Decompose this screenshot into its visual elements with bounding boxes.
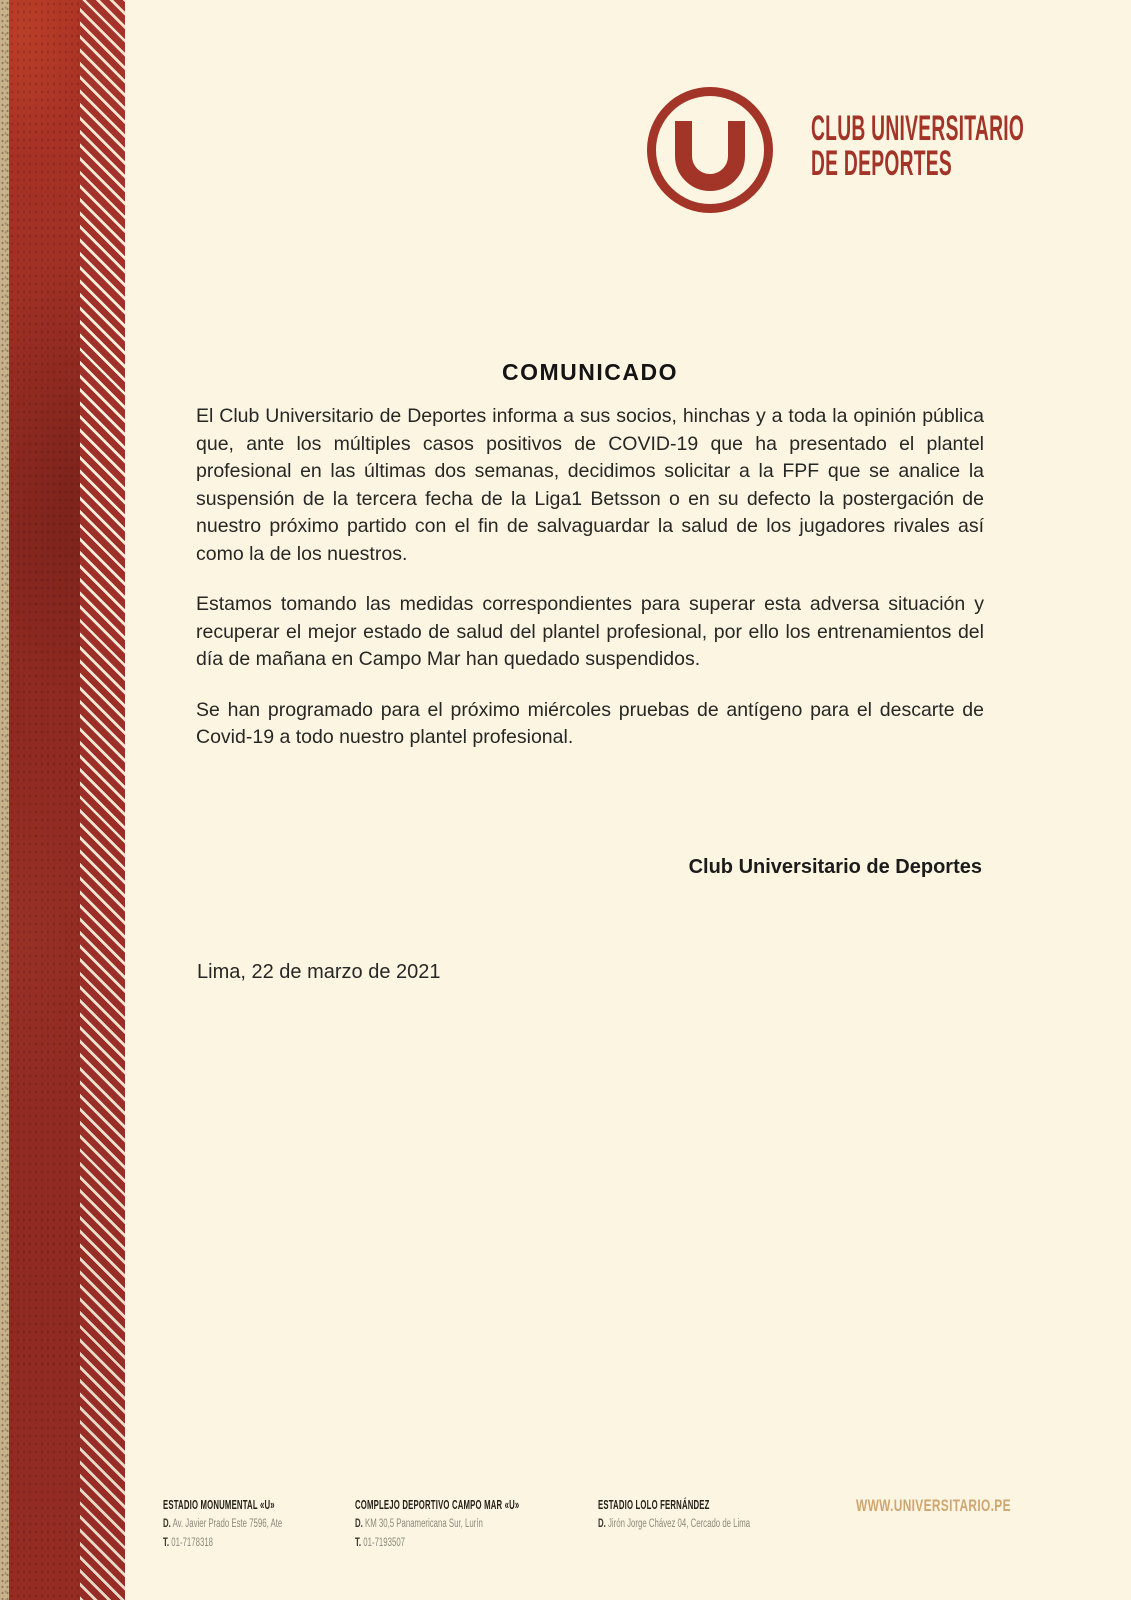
document-title: COMUNICADO [502, 359, 678, 386]
club-wordmark-line2: DE DEPORTES [811, 144, 953, 183]
diagonal-stripes-band [80, 0, 125, 1600]
location-phone [355, 1534, 535, 1553]
phone-text: 01-7193507 [363, 1537, 406, 1549]
tan-texture-strip [0, 0, 9, 1600]
dateline: Lima, 22 de marzo de 2021 [197, 961, 441, 983]
paragraph-1: El Club Universitario de Deportes informa a sus socios, hinchas y a toda la opinión pública que, ante los múltiples casos positivos de COVID-19 que ha presentado el plantel profesional en las últimas dos semanas, decidimos solicitar a la FPF que se analice la suspensión de la tercera fecha de la Liga1 Betsson o en su defecto la postergación de nuestro próximo partido con el fin de salvaguardar la salud de los jugadores rivales así como la de los nuestros. [196, 405, 984, 565]
paragraph-2: Estamos tomando las medidas correspondientes para superar esta adversa situación y recuperar el mejor estado de salud del plantel profesional, por ello los entrenamientos del día de mañana en Campo Mar han quedado suspendidos. [196, 593, 984, 670]
address-text: Jirón Jorge Chávez 04, Cercado de Lima [607, 1518, 751, 1530]
phone-text: 01-7178318 [171, 1537, 214, 1549]
footer-location-monumental [163, 1496, 343, 1553]
address-label: D. [163, 1518, 171, 1530]
phone-label: T. [163, 1537, 170, 1549]
u-crest-icon [644, 84, 776, 216]
address-label: D. [355, 1518, 363, 1530]
location-address [163, 1515, 286, 1534]
address-text: Av. Javier Prado Este 7596, Ate [172, 1518, 283, 1530]
phone-label: T. [355, 1537, 362, 1549]
address-label: D. [598, 1518, 606, 1530]
left-decorative-band [0, 0, 125, 1600]
paragraph-3: Se han programado para el próximo miércoles pruebas de antígeno para el descarte de Covid-19 a todo nuestro plantel profesional. [196, 698, 984, 748]
location-name: COMPLEJO DEPORTIVO CAMPO MAR «U» [355, 1498, 520, 1512]
signature: Club Universitario de Deportes [688, 856, 982, 878]
address-text: KM 30,5 Panamericana Sur, Lurín [364, 1518, 483, 1530]
location-address [598, 1515, 750, 1534]
club-wordmark [811, 111, 1024, 181]
location-phone [163, 1534, 286, 1553]
footer-location-campo-mar [355, 1496, 620, 1553]
u-letter [684, 121, 737, 183]
club-wordmark-line1: CLUB UNIVERSITARIO [811, 109, 1025, 148]
red-texture-band [9, 0, 80, 1600]
location-name: ESTADIO LOLO FERNÁNDEZ [598, 1498, 710, 1512]
location-address [355, 1515, 535, 1534]
location-name: ESTADIO MONUMENTAL «U» [163, 1498, 275, 1512]
footer-location-lolo-fernandez [598, 1496, 822, 1534]
document-body [196, 403, 984, 752]
website-url: WWW.UNIVERSITARIO.PE [856, 1496, 1011, 1515]
